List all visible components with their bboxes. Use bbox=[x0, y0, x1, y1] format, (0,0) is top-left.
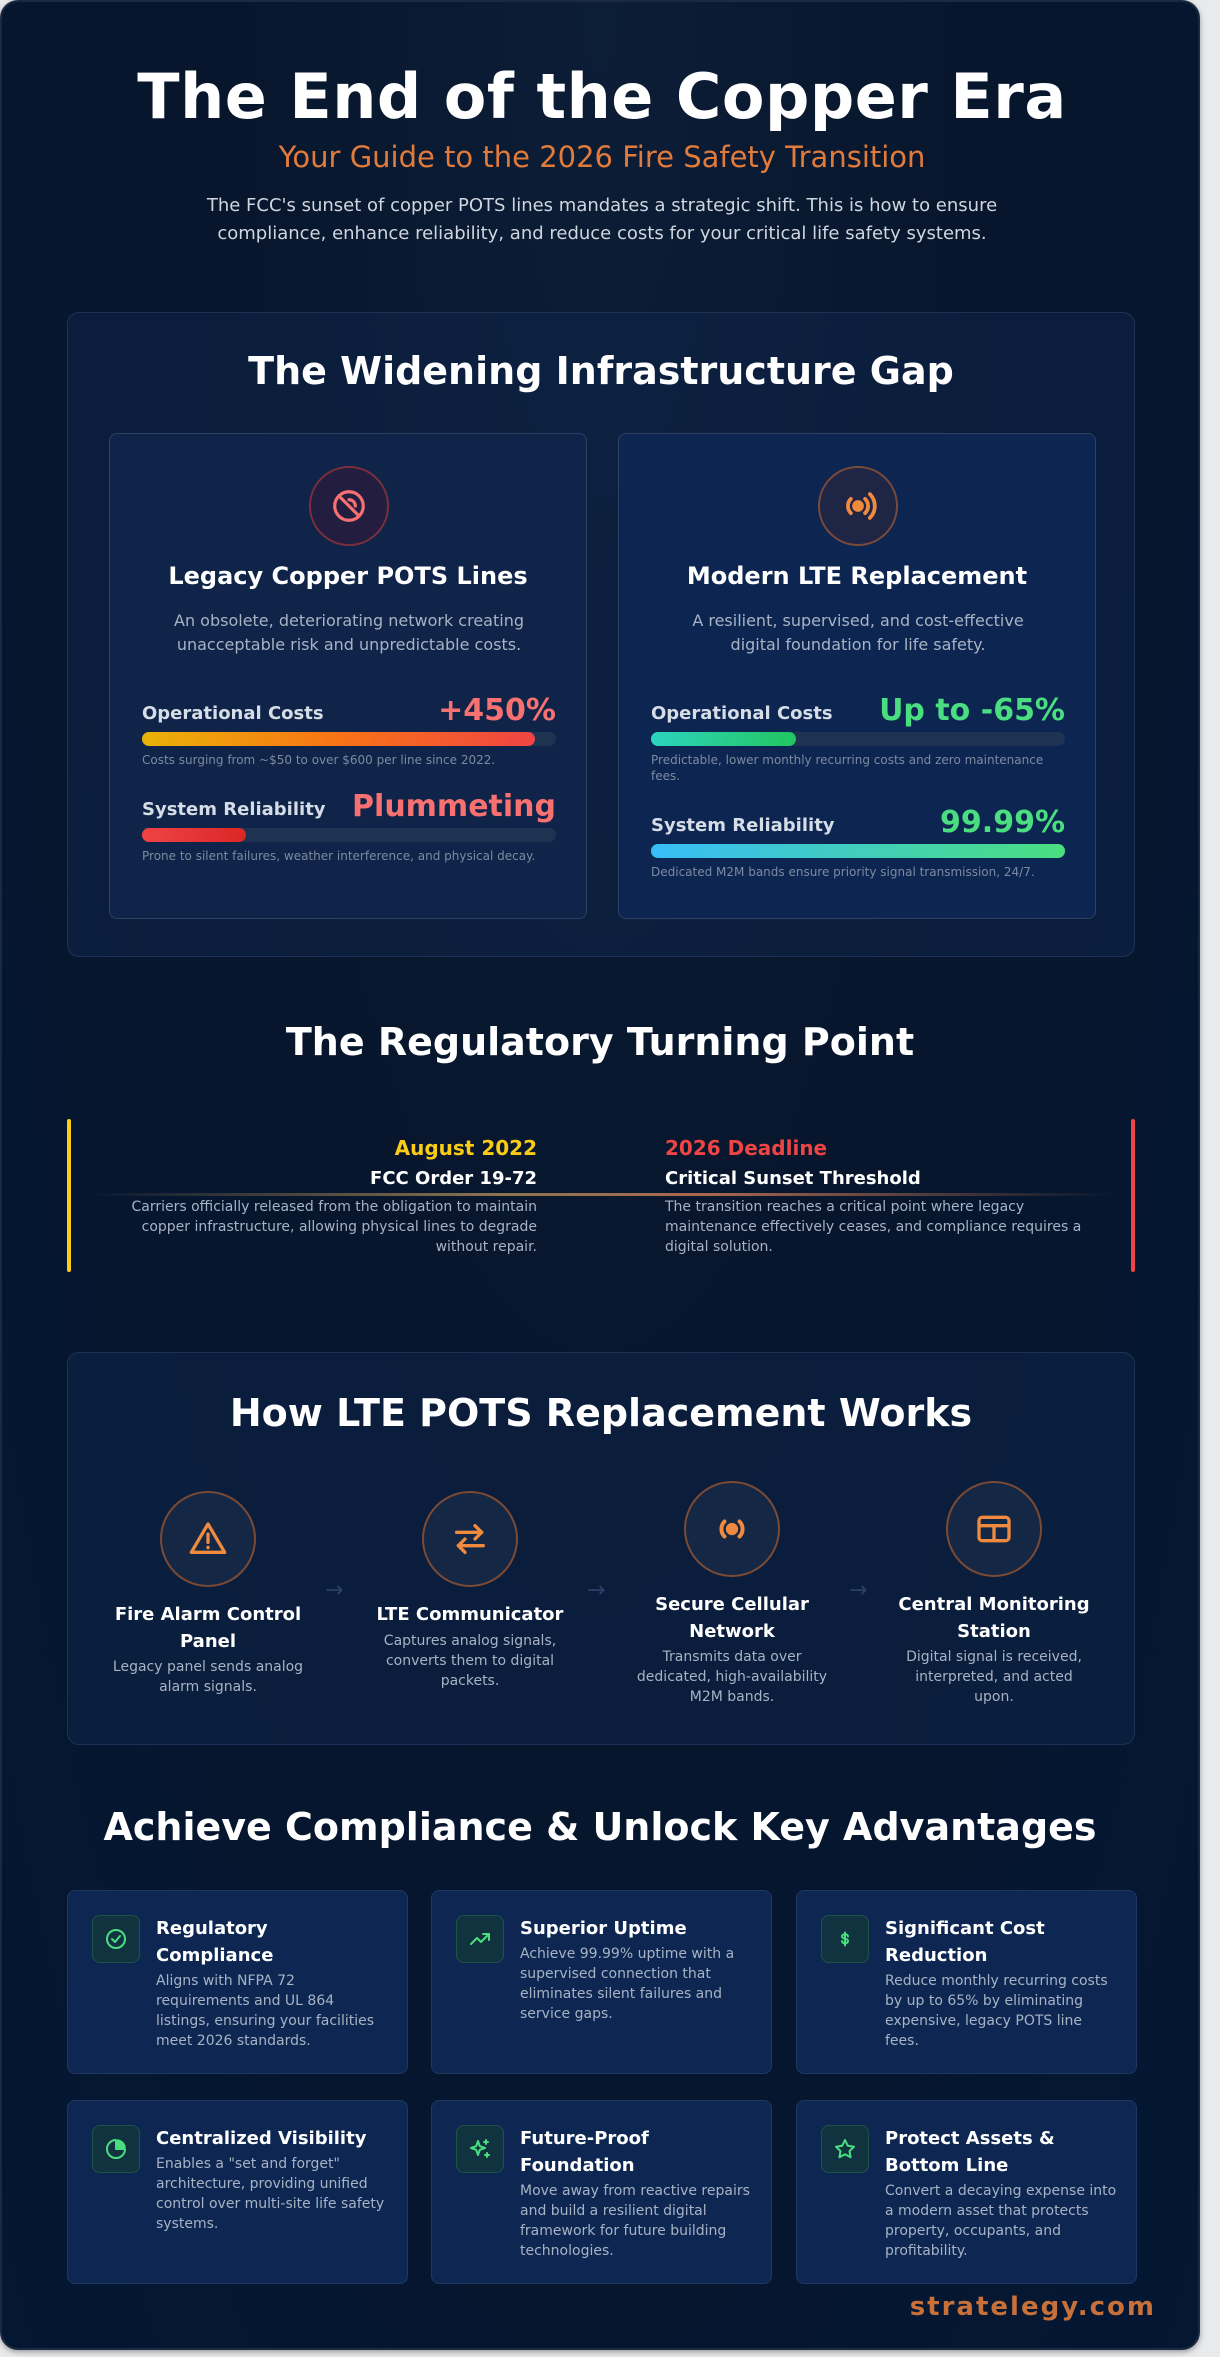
page-subtitle: Your Guide to the 2026 Fire Safety Transition bbox=[278, 140, 926, 174]
advantage-card bbox=[431, 2100, 772, 2284]
card-description: A resilient, supervised, and cost-effective digital foundation for life safety. bbox=[692, 611, 1024, 654]
advantage-title: Regulatory Compliance bbox=[156, 1918, 274, 1966]
page-description: The FCC's sunset of copper POTS lines mandates a strategic shift. This is how to ensure compliance, enhance reliability, and reduce costs for your critical life safety systems. bbox=[206, 195, 998, 244]
advantage-description: Move away from reactive repairs and build a resilient digital framework for future building technologies. bbox=[520, 2183, 750, 2259]
advantage-title: Future-Proof Foundation bbox=[520, 2128, 649, 2176]
metric-value: Plummeting bbox=[352, 789, 556, 824]
arrow-right-icon: → bbox=[587, 1578, 606, 1603]
advantage-description: Convert a decaying expense into a modern asset that protects property, occupants, and profitability. bbox=[885, 2183, 1117, 2259]
metric-label: Operational Costs bbox=[651, 703, 833, 724]
step-description: Transmits data over dedicated, high-availability M2M bands. bbox=[636, 1649, 828, 1705]
advantage-card bbox=[431, 1890, 772, 2074]
warning-icon bbox=[160, 1491, 256, 1587]
metric-note: Predictable, lower monthly recurring costs and zero maintenance fees. bbox=[651, 753, 1044, 783]
trending-up-icon bbox=[456, 1915, 504, 1963]
section-title: The Regulatory Turning Point bbox=[285, 1020, 915, 1064]
metric-value: 99.99% bbox=[940, 805, 1065, 840]
arrow-right-icon: → bbox=[325, 1578, 344, 1603]
infrastructure-gap-section bbox=[67, 312, 1135, 957]
progress-fill bbox=[651, 844, 1065, 858]
modern-reliability-metric bbox=[651, 804, 1065, 880]
brand-logo-text: stratelegy.com bbox=[909, 2292, 1156, 2322]
metric-note: Prone to silent failures, weather interference, and physical decay. bbox=[142, 849, 536, 863]
legacy-reliability-metric bbox=[142, 788, 556, 864]
event-date: 2026 Deadline bbox=[665, 1136, 828, 1160]
step-title: Secure Cellular Network bbox=[655, 1594, 809, 1642]
event-date: August 2022 bbox=[394, 1136, 537, 1160]
advantage-card bbox=[796, 1890, 1137, 2074]
metric-value: Up to -65% bbox=[879, 693, 1065, 728]
advantage-title: Superior Uptime bbox=[520, 1918, 687, 1939]
page-title: The End of the Copper Era bbox=[137, 60, 1067, 133]
advantage-description: Enables a "set and forget" architecture, providing unified control over multi-site life safety systems. bbox=[156, 2156, 385, 2232]
modern-cost-metric bbox=[651, 692, 1065, 784]
legacy-copper-card bbox=[109, 433, 587, 919]
card-title: Legacy Copper POTS Lines bbox=[168, 562, 528, 590]
event-title: FCC Order 19-72 bbox=[370, 1168, 537, 1189]
timeline-event-2026 bbox=[665, 1135, 1085, 1257]
step-description: Captures analog signals, converts them to digital packets. bbox=[383, 1633, 557, 1689]
card-description: An obsolete, deteriorating network creating unacceptable risk and unpredictable costs. bbox=[174, 611, 524, 654]
dollar-icon bbox=[821, 1915, 869, 1963]
metric-label: Operational Costs bbox=[142, 703, 324, 724]
metric-value: +450% bbox=[438, 693, 556, 728]
section-title: Achieve Compliance & Unlock Key Advantages bbox=[103, 1805, 1097, 1849]
progress-bar bbox=[142, 732, 556, 746]
step-title: LTE Communicator bbox=[376, 1604, 564, 1625]
metric-label: System Reliability bbox=[142, 799, 326, 820]
advantage-card bbox=[67, 2100, 408, 2284]
regulatory-timeline bbox=[67, 1119, 1135, 1272]
progress-fill bbox=[142, 828, 246, 842]
metric-note: Dedicated M2M bands ensure priority signal transmission, 24/7. bbox=[651, 865, 1035, 879]
event-title: Critical Sunset Threshold bbox=[665, 1168, 921, 1189]
step-description: Digital signal is received, interpreted, and acted upon. bbox=[906, 1649, 1082, 1705]
progress-fill bbox=[142, 732, 535, 746]
event-description: Carriers officially released from the obligation to maintain copper infrastructure, allowing physical lines to degrade without repair. bbox=[131, 1199, 537, 1255]
metric-label: System Reliability bbox=[651, 815, 835, 836]
star-icon bbox=[821, 2125, 869, 2173]
section-title: How LTE POTS Replacement Works bbox=[229, 1391, 973, 1435]
advantage-description: Achieve 99.99% uptime with a supervised connection that eliminates silent failures and service gaps. bbox=[520, 1946, 735, 2022]
advantage-description: Aligns with NFPA 72 requirements and UL 864 listings, ensuring your facilities meet 2026 standards. bbox=[156, 1973, 375, 2049]
advantage-card bbox=[796, 2100, 1137, 2284]
how-it-works-section bbox=[67, 1352, 1135, 1745]
timeline-event-2022 bbox=[117, 1135, 537, 1257]
timeline-start-marker bbox=[67, 1119, 71, 1272]
advantage-description: Reduce monthly recurring costs by up to 65% by eliminating expensive, legacy POTS line fees. bbox=[885, 1973, 1108, 2049]
sparkles-icon bbox=[456, 2125, 504, 2173]
progress-bar bbox=[142, 828, 556, 842]
step-title: Central Monitoring Station bbox=[898, 1594, 1090, 1642]
monitor-icon bbox=[946, 1481, 1042, 1577]
modern-lte-card bbox=[618, 433, 1096, 919]
event-description: The transition reaches a critical point where legacy maintenance effectively ceases, and compliance requires a digital solution. bbox=[665, 1199, 1082, 1255]
metric-note: Costs surging from ~$50 to over $600 per line since 2022. bbox=[142, 753, 496, 767]
broken-signal-icon bbox=[309, 466, 389, 546]
arrow-right-icon: → bbox=[849, 1578, 868, 1603]
card-title: Modern LTE Replacement bbox=[686, 562, 1028, 590]
legacy-cost-metric bbox=[142, 692, 556, 768]
timeline-end-marker bbox=[1131, 1119, 1135, 1272]
advantage-title: Significant Cost Reduction bbox=[885, 1918, 1045, 1966]
pie-chart-icon bbox=[92, 2125, 140, 2173]
signal-icon bbox=[684, 1481, 780, 1577]
section-title: The Widening Infrastructure Gap bbox=[248, 349, 954, 393]
step-title: Fire Alarm Control Panel bbox=[114, 1604, 302, 1652]
signal-icon bbox=[818, 466, 898, 546]
step-description: Legacy panel sends analog alarm signals. bbox=[112, 1659, 304, 1695]
progress-bar bbox=[651, 844, 1065, 858]
transfer-icon bbox=[422, 1491, 518, 1587]
check-circle-icon bbox=[92, 1915, 140, 1963]
progress-fill bbox=[651, 732, 796, 746]
progress-bar bbox=[651, 732, 1065, 746]
advantage-card bbox=[67, 1890, 408, 2074]
advantage-title: Centralized Visibility bbox=[156, 2128, 367, 2149]
advantage-title: Protect Assets & Bottom Line bbox=[885, 2128, 1055, 2176]
